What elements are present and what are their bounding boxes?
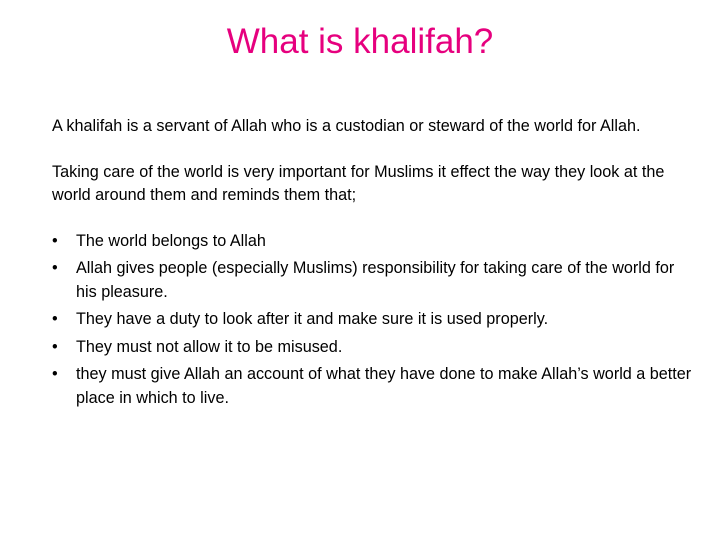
bullet-text: Allah gives people (especially Muslims) responsibility for taking care of the world for his pleasure. — [76, 259, 675, 301]
bullet-text: The world belongs to Allah — [76, 231, 266, 250]
bullet-marker: • — [52, 231, 58, 250]
intro-paragraph: A khalifah is a servant of Allah who is a custodian or steward of the world for Allah. — [52, 117, 641, 135]
bullet-marker: • — [52, 337, 58, 356]
slide-body — [52, 115, 692, 414]
bullet-item — [52, 257, 692, 304]
bullet-list — [52, 230, 692, 411]
bullet-text: they must give Allah an account of what they have done to make Allah’s world a better place in which to live. — [76, 365, 692, 407]
bullet-text: They must not allow it to be misused. — [76, 337, 343, 356]
bullet-marker: • — [52, 365, 58, 383]
bullet-item — [52, 336, 692, 360]
bullet-item — [52, 230, 692, 254]
slide-title: What is khalifah? — [226, 22, 494, 61]
context-paragraph: Taking care of the world is very important for Muslims it effect the way they look at the world around them and reminds them that; — [52, 162, 665, 204]
bullet-marker: • — [52, 310, 58, 328]
bullet-item — [52, 363, 692, 410]
bullet-marker: • — [52, 259, 58, 277]
bullet-text: They have a duty to look after it and make sure it is used properly. — [76, 310, 549, 328]
bullet-item — [52, 308, 692, 332]
